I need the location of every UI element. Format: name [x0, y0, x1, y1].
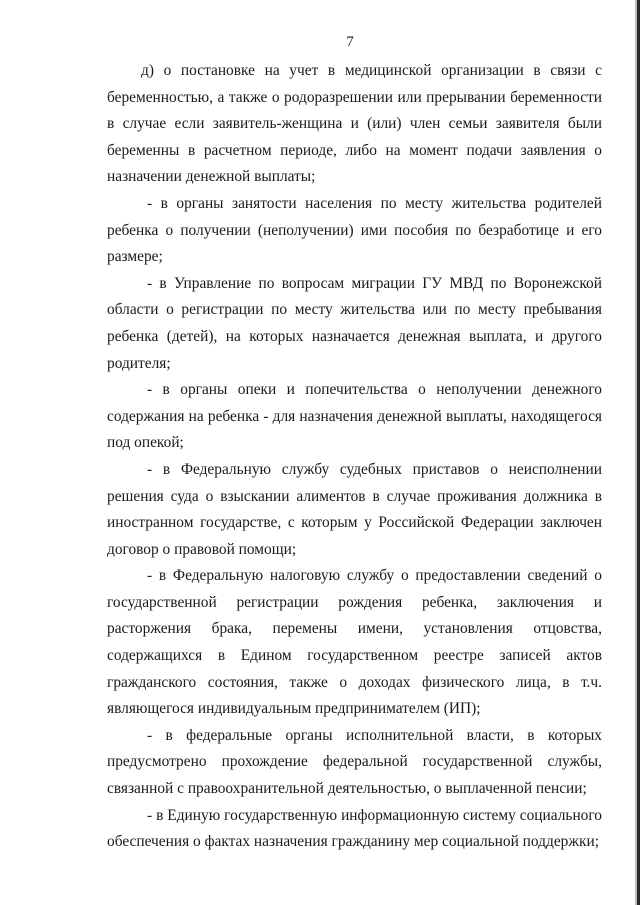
list-item-bailiffs: - в Федеральную службу судебных приставов о неисполнении решения суда о взыскании алиментов в случае проживания должника в иностранном государстве, с которым у Российской Федерации заключен договор о правовой помощи; [107, 460, 602, 558]
paragraph-d: д) о постановке на учет в медицинской организации в связи с беременностью, а также о родоразрешении или прерывании беременности в случае если заявитель-женщина и (или) член семьи заявителя были беременны в расчетном периоде, либо на момент подачи заявления о назначении денежной выплаты; [107, 62, 602, 186]
list-item-tax-service: - в Федеральную налоговую службу о предоставлении сведений о государственной регистрации рождения ребенка, заключения и расторжения брака, перемены имени, установления отцовства, содержащихся в Едином государственном реестре записей актов гражданского состояния, также о доходах физического лица, в т.ч. являющегося индивидуальным предпринимателем (ИП); [107, 567, 602, 718]
list-item-executive-bodies: - в федеральные органы исполнительной власти, в которых предусмотрено прохождение федеральной государственной службы, связанной с правоохранительной деятельностью, о выплаченной пенсии; [107, 726, 602, 798]
document-body [107, 58, 602, 856]
list-item-guardianship: - в органы опеки и попечительства о неполучении денежного содержания на ребенка - для назначения денежной выплаты, находящегося под опекой; [107, 381, 602, 452]
list-item-egisso: - в Единую государственную информационную систему социального обеспечения о фактах назначения гражданину мер социальной поддержки; [107, 806, 602, 851]
page-number: 7 [346, 34, 354, 50]
list-item-migration: - в Управление по вопросам миграции ГУ МВД по Воронежской области о регистрации по месту жительства или по месту пребывания ребенка (детей), на которых назначается денежная выплата, и другого родителя; [107, 274, 602, 372]
list-item-employment: - в органы занятости населения по месту жительства родителей ребенка о получении (неполучении) ими пособия по безработице и его размере; [107, 194, 602, 266]
